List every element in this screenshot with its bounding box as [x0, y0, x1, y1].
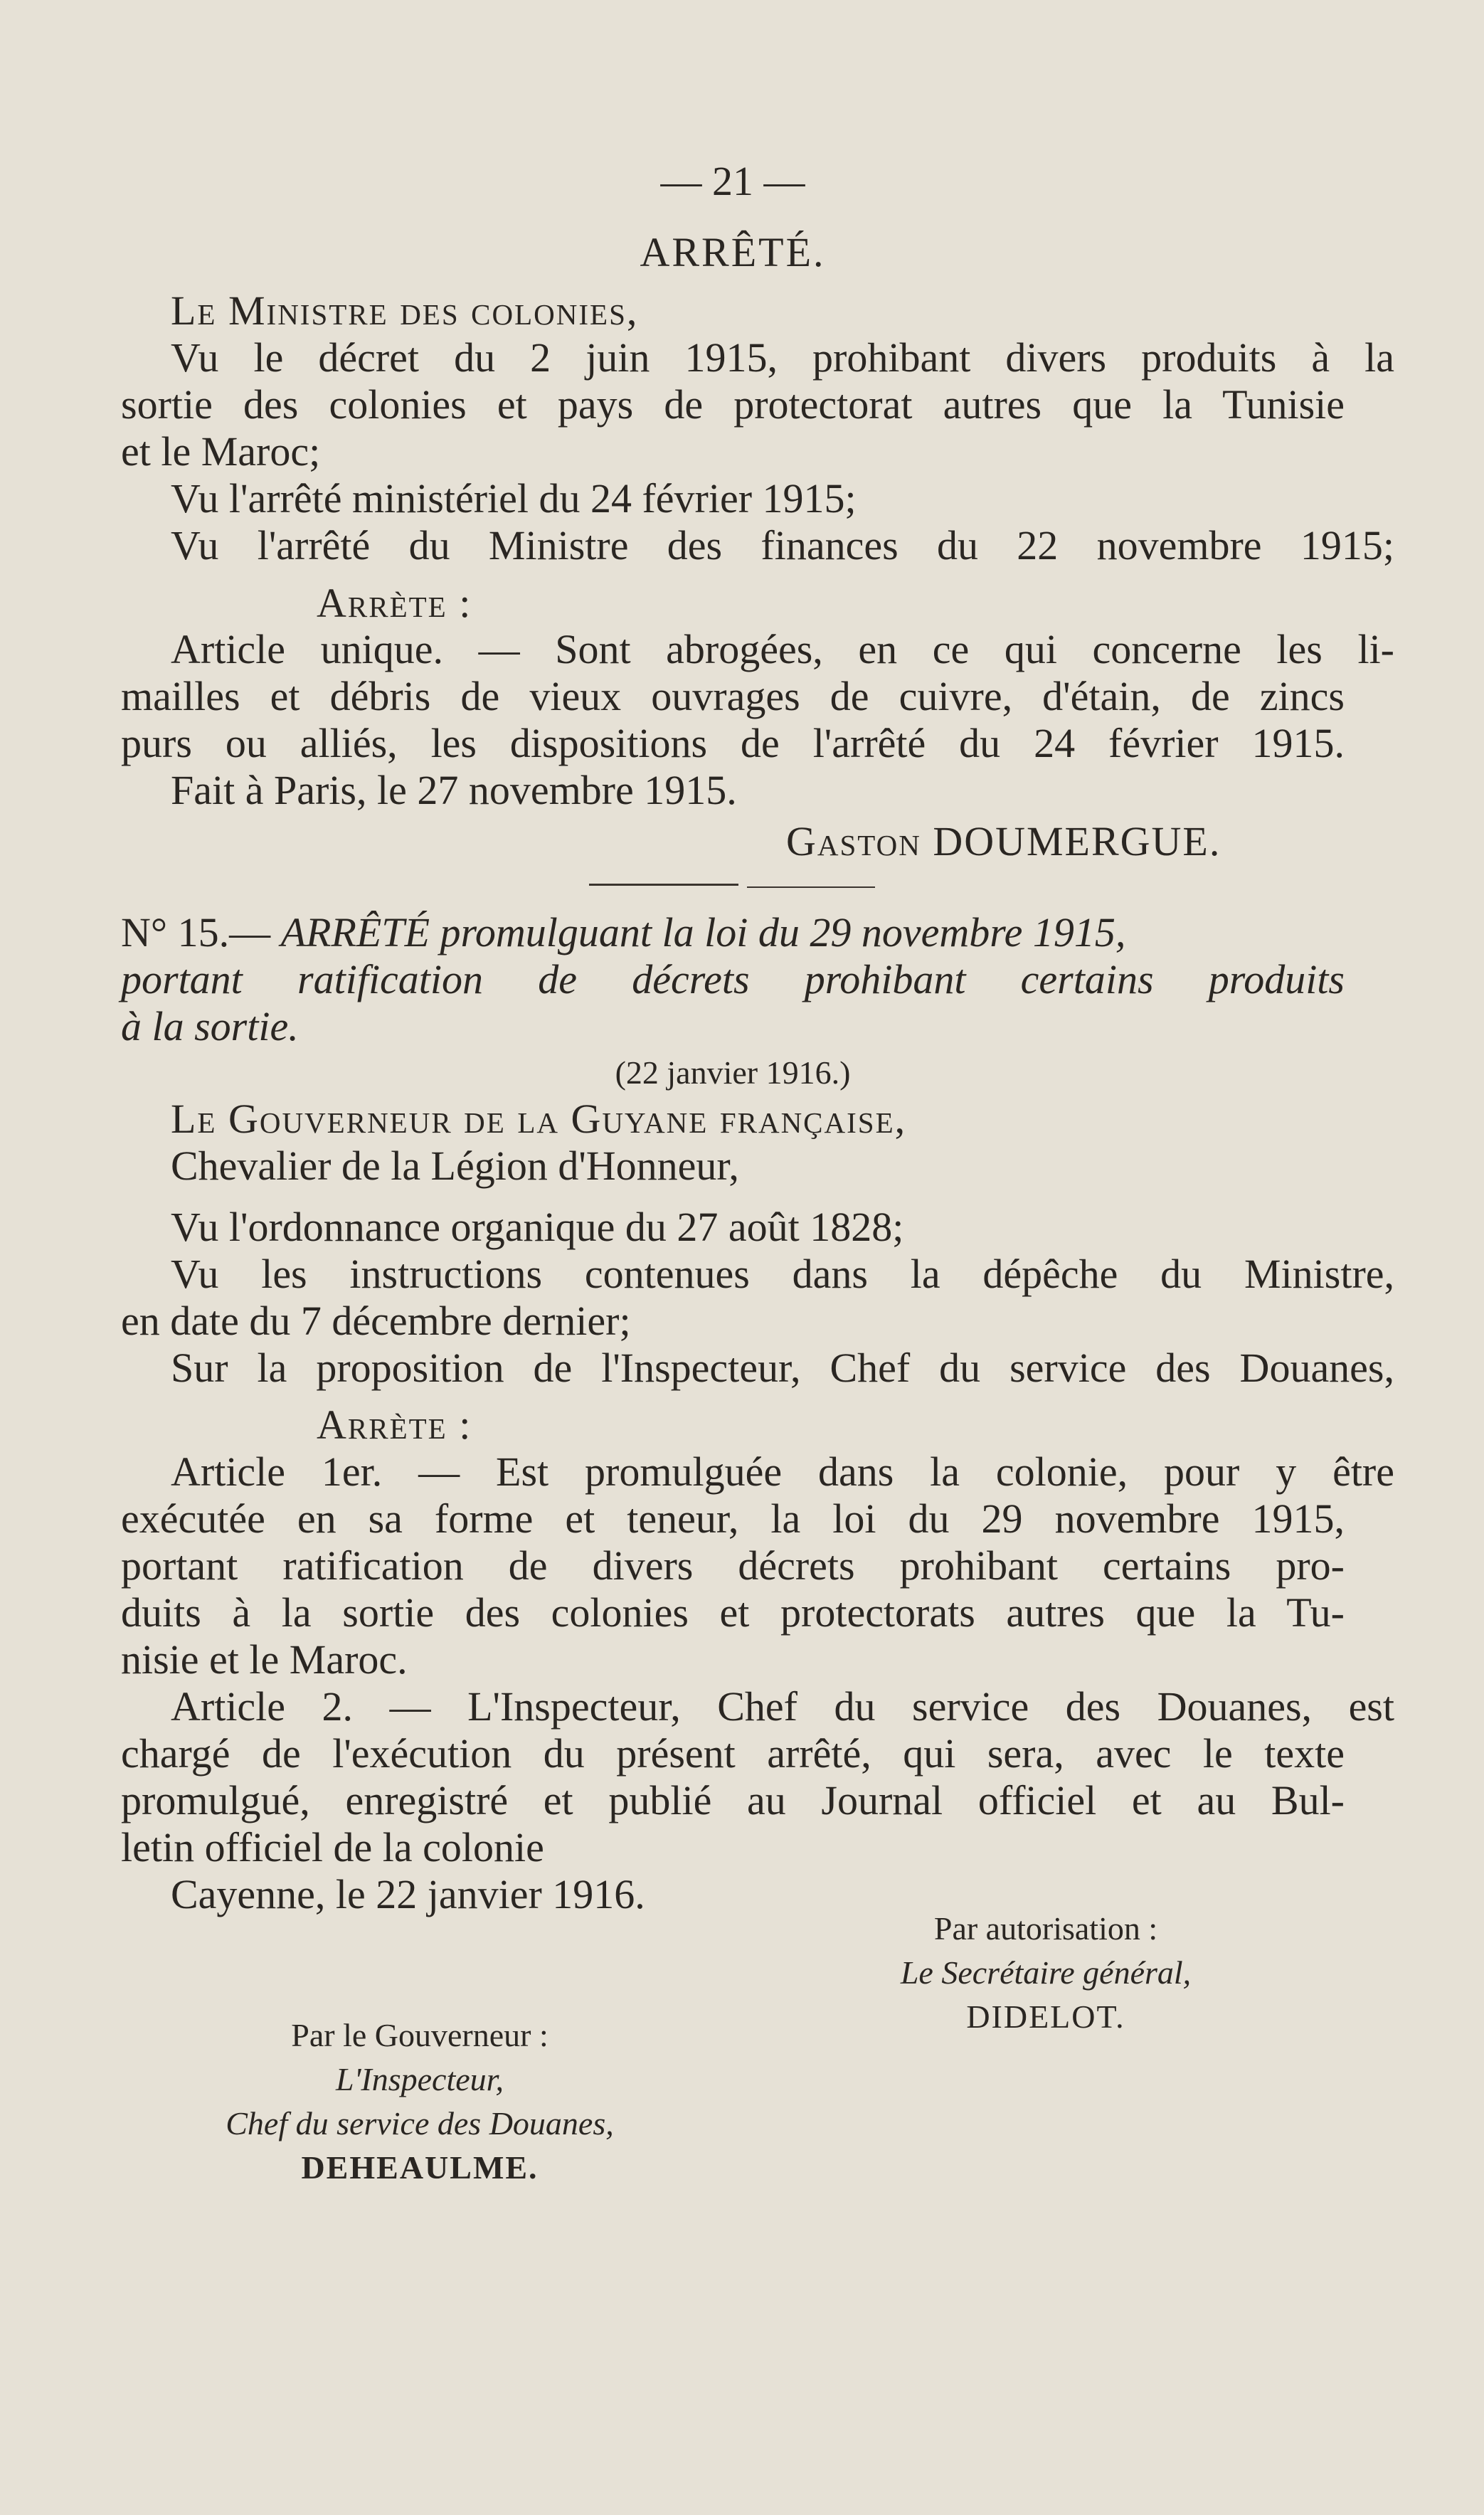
decree1-article-line: Article unique. — Sont abrogées, en ce qui concerne les li- — [171, 626, 1394, 672]
decree2-article1-line: duits à la sortie des colonies et protectorats autres que la Tu- — [121, 1589, 1345, 1636]
decree1-arrete-label: Arrète : — [317, 580, 472, 626]
decree1-line: et le Maroc; — [121, 428, 321, 475]
governor-title: L'Inspecteur, — [336, 2061, 504, 2097]
decree2-article1-line: Article 1er. — Est promulguée dans la colonie, pour y être — [171, 1449, 1394, 1495]
decree1-signature: Gaston DOUMERGUE. — [786, 818, 1221, 864]
decree2-number: N° 15.— — [121, 909, 271, 955]
governor-name: DEHEAULME. — [301, 2149, 539, 2186]
decree2-article1-line: portant ratification de divers décrets prohibant certains pro- — [121, 1542, 1345, 1589]
decree2-line: Sur la proposition de l'Inspecteur, Chef du service des Douanes, — [171, 1345, 1394, 1391]
decree1-line: Le Ministre des colonies, — [171, 287, 639, 334]
governor-signature-block — [164, 2013, 676, 2190]
decree2-article2-line: Article 2. — L'Inspecteur, Chef du service des Douanes, est — [171, 1683, 1394, 1730]
governor-title: Chef du service des Douanes, — [226, 2105, 614, 2141]
decree2-article2-line: letin officiel de la colonie — [121, 1824, 544, 1870]
decree2-line: en date du 7 décembre dernier; — [121, 1298, 631, 1344]
authorization-title: Le Secrétaire général, — [900, 1954, 1192, 1991]
decree2-line: Vu l'ordonnance organique du 27 août 1828; — [171, 1204, 904, 1250]
decree2-place-date: Cayenne, le 22 janvier 1916. — [171, 1871, 645, 1917]
authorization-signature-block — [825, 1907, 1266, 2039]
decree2-title-line: portant ratification de décrets prohibant certains produits — [121, 956, 1345, 1002]
decree1-done-at: Fait à Paris, le 27 novembre 1915. — [171, 767, 737, 813]
decree1-article-line: mailles et débris de vieux ouvrages de cuivre, d'étain, de zincs — [121, 673, 1345, 719]
page-number: — 21 — — [660, 158, 805, 204]
decree2-line: Vu les instructions contenues dans la dépêche du Ministre, — [171, 1251, 1394, 1297]
decree2-title-line: ARRÊTÉ promulguant la loi du 29 novembre 1915, — [280, 909, 1126, 955]
separator-rule — [747, 886, 875, 888]
separator-rule — [589, 884, 738, 886]
authorization-label: Par autorisation : — [933, 1910, 1158, 1947]
decree2-line: Le Gouverneur de la Guyane française, — [171, 1096, 907, 1142]
decree2-article1-line: nisie et le Maroc. — [121, 1636, 408, 1683]
decree2-article1-line: exécutée en sa forme et teneur, la loi du 29 novembre 1915, — [121, 1495, 1345, 1542]
decree2-date: (22 janvier 1916.) — [615, 1054, 851, 1091]
decree1-line: Vu l'arrêté ministériel du 24 février 1915; — [171, 475, 857, 521]
decree1-line: sortie des colonies et pays de protectorat autres que la Tunisie — [121, 381, 1345, 428]
decree2-title — [121, 909, 1345, 956]
decree2-arrete-label: Arrète : — [317, 1402, 472, 1448]
decree2-line: Chevalier de la Légion d'Honneur, — [171, 1143, 739, 1189]
authorization-name: DIDELOT. — [966, 1998, 1125, 2035]
decree2-article2-line: chargé de l'exécution du présent arrêté, qui sera, avec le texte — [121, 1730, 1345, 1777]
decree1-article-line: purs ou alliés, les dispositions de l'arrêté du 24 février 1915. — [121, 720, 1345, 766]
decree1-line: Vu l'arrêté du Ministre des finances du 22 novembre 1915; — [171, 522, 1394, 568]
governor-label: Par le Gouverneur : — [291, 2017, 548, 2053]
decree2-title-line: à la sortie. — [121, 1003, 299, 1049]
decree1-line: Vu le décret du 2 juin 1915, prohibant divers produits à la — [171, 334, 1394, 381]
decree2-article2-line: promulgué, enregistré et publié au Journal officiel et au Bul- — [121, 1777, 1345, 1823]
decree1-heading: ARRÊTÉ. — [640, 229, 826, 275]
